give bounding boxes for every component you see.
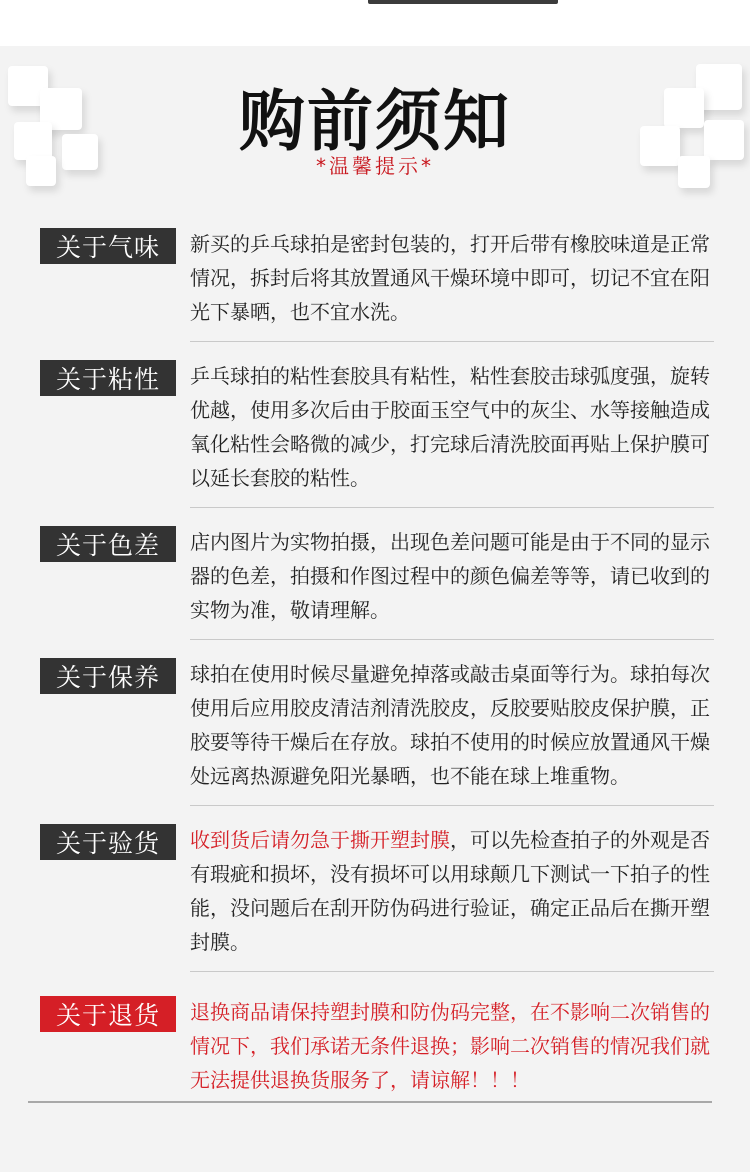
- section-tag: 关于验货: [40, 824, 176, 860]
- section-text: 新买的乒乓球拍是密封包装的，打开后带有橡胶味道是正常情况，拆封后将其放置通风干燥环境中即可，切记不宜在阳光下暴晒，也不宜水洗。: [190, 220, 714, 342]
- section-stickiness: [40, 352, 714, 508]
- notice-list: [40, 216, 714, 1109]
- section-maintenance: [40, 650, 714, 806]
- section-tag: 关于色差: [40, 526, 176, 562]
- page-subtitle: *温馨提示*: [316, 154, 434, 178]
- section-tag: 关于粘性: [40, 360, 176, 396]
- divider: [28, 1101, 712, 1103]
- top-strip: [0, 0, 750, 46]
- section-tag: 关于退货: [40, 996, 176, 1032]
- section-odor: [40, 220, 714, 342]
- section-text: 店内图片为实物拍摄，出现色差问题可能是由于不同的显示器的色差，拍摄和作图过程中的颜色偏差等等，请已收到的实物为准，敬请理解。: [190, 518, 714, 640]
- section-text: [190, 816, 714, 972]
- top-banner-remnant: [368, 0, 558, 4]
- section-color-difference: [40, 518, 714, 640]
- page-title: 购前须知: [239, 83, 511, 160]
- section-inspection: [40, 816, 714, 972]
- section-tag: 关于保养: [40, 658, 176, 694]
- header: [0, 46, 750, 216]
- section-returns: [40, 988, 714, 1109]
- section-text: 退换商品请保持塑封膜和防伪码完整，在不影响二次销售的情况下，我们承诺无条件退换；影响二次销售的情况我们就无法提供退换货服务了，请谅解！！！: [190, 1000, 710, 1092]
- section-text: 乒乓球拍的粘性套胶具有粘性，粘性套胶击球弧度强，旋转优越，使用多次后由于胶面玉空气中的灰尘、水等接触造成氧化粘性会略微的减少，打完球后清洗胶面再贴上保护膜可以延长套胶的粘性。: [190, 352, 714, 508]
- warning-text: 收到货后请勿急于撕开塑封膜: [190, 828, 450, 852]
- section-text: 球拍在使用时候尽量避免掉落或敲击桌面等行为。球拍每次使用后应用胶皮清洁剂清洗胶皮，反胶要贴胶皮保护膜，正胶要等待干燥后在存放。球拍不使用的时候应放置通风干燥处远离热源避免阳光暴晒，也不能在球上堆重物。: [190, 650, 714, 806]
- section-text-rest: ，可以先检查拍子的外观是否有瑕疵和损坏，没有损坏可以用球颠几下测试一下拍子的性能，没问题后在刮开防伪码进行验证，确定正品后在撕开塑封膜。: [190, 828, 710, 954]
- section-tag: 关于气味: [40, 228, 176, 264]
